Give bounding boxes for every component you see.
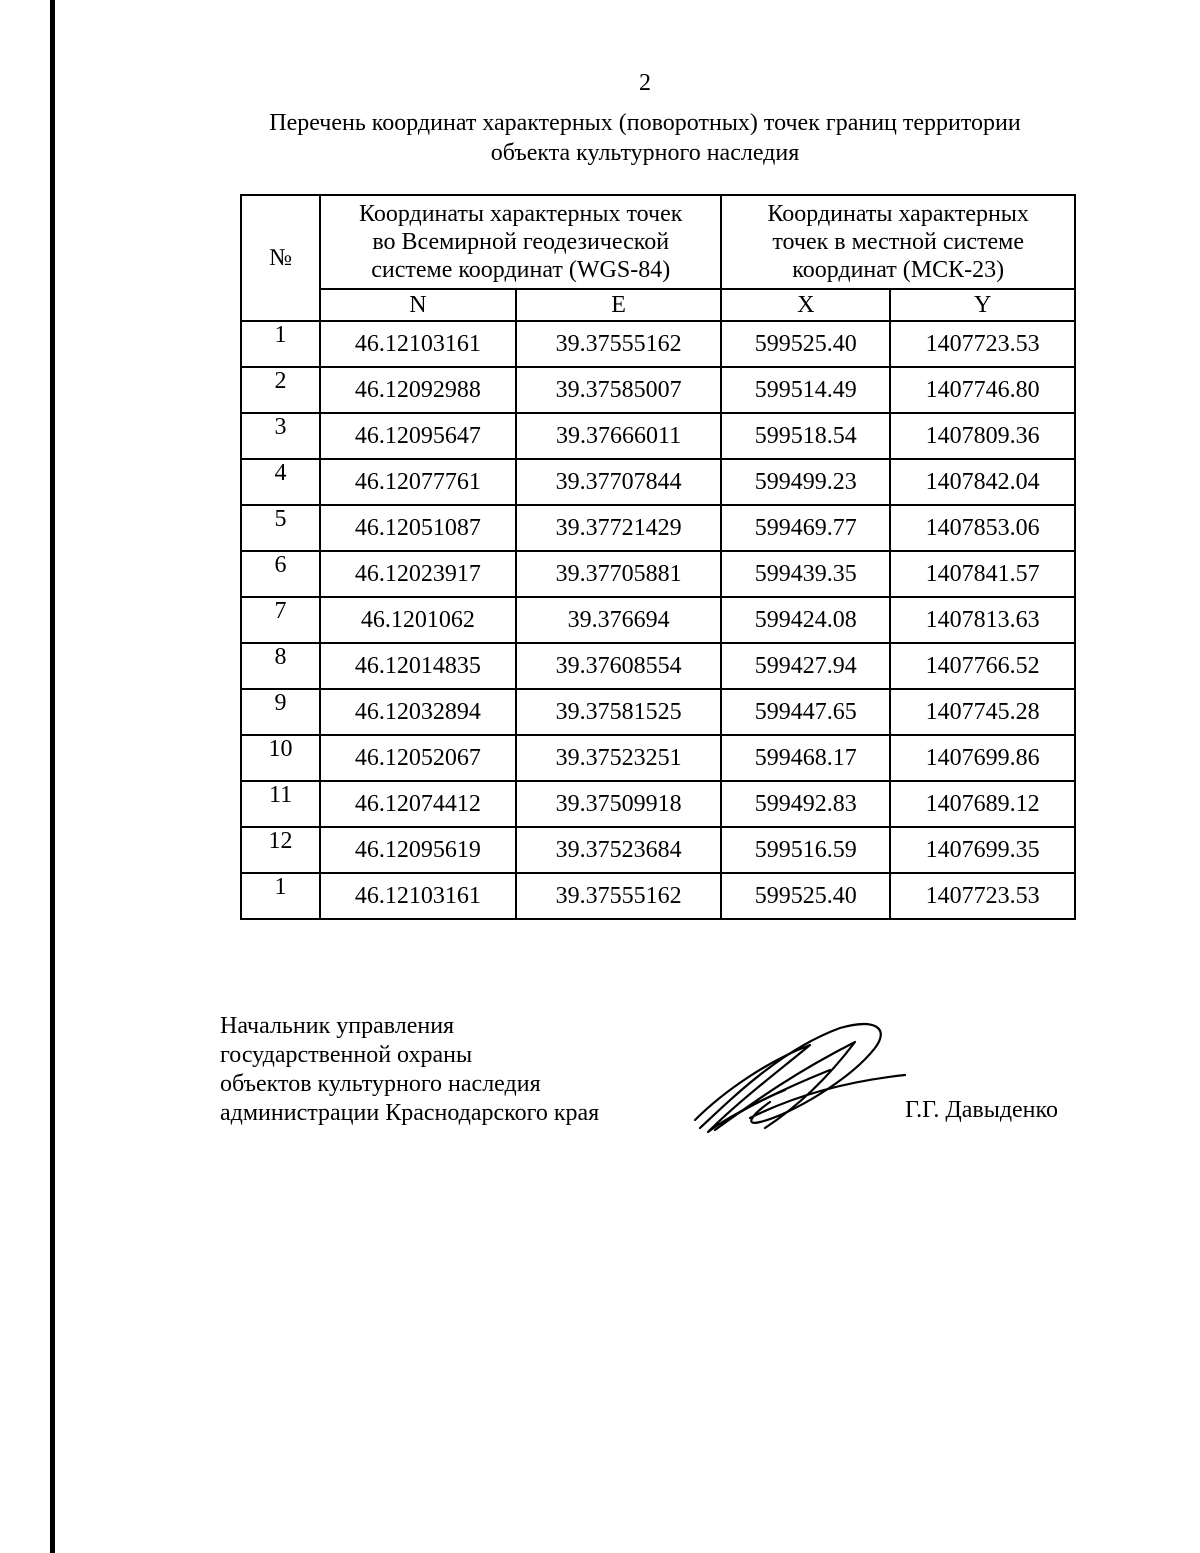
column-header-number: № [241, 195, 320, 321]
longitude-cell: 39.376694 [516, 597, 722, 643]
x-coordinate-cell: 599516.59 [721, 827, 890, 873]
y-coordinate-cell: 1407723.53 [890, 873, 1075, 919]
longitude-cell: 39.37707844 [516, 459, 722, 505]
document-title-line: Перечень координат характерных (поворотных) точек границ территории [269, 110, 1021, 136]
signer-position-line: Начальник управления [220, 1013, 455, 1039]
table-row [241, 413, 1075, 459]
handwritten-signature [690, 1020, 920, 1140]
table-row [241, 597, 1075, 643]
longitude-cell: 39.37585007 [516, 367, 722, 413]
x-coordinate-cell: 599518.54 [721, 413, 890, 459]
latitude-cell: 46.12052067 [320, 735, 516, 781]
latitude-cell: 46.12014835 [320, 643, 516, 689]
table-row [241, 321, 1075, 367]
point-number-cell: 12 [241, 827, 320, 873]
page-margin-rule [50, 0, 55, 1553]
longitude-cell: 39.37555162 [516, 321, 722, 367]
x-coordinate-cell: 599499.23 [721, 459, 890, 505]
table-row [241, 505, 1075, 551]
point-number-cell: 7 [241, 597, 320, 643]
point-number-cell: 6 [241, 551, 320, 597]
column-header-y: Y [890, 289, 1075, 321]
longitude-cell: 39.37523251 [516, 735, 722, 781]
point-number-cell: 3 [241, 413, 320, 459]
y-coordinate-cell: 1407699.86 [890, 735, 1075, 781]
table-row [241, 735, 1075, 781]
y-coordinate-cell: 1407766.52 [890, 643, 1075, 689]
x-coordinate-cell: 599427.94 [721, 643, 890, 689]
point-number-cell: 4 [241, 459, 320, 505]
y-coordinate-cell: 1407689.12 [890, 781, 1075, 827]
coordinates-table [240, 194, 1076, 920]
y-coordinate-cell: 1407813.63 [890, 597, 1075, 643]
x-coordinate-cell: 599468.17 [721, 735, 890, 781]
longitude-cell: 39.37705881 [516, 551, 722, 597]
point-number-cell: 9 [241, 689, 320, 735]
column-header-e: E [516, 289, 722, 321]
y-coordinate-cell: 1407809.36 [890, 413, 1075, 459]
latitude-cell: 46.12095619 [320, 827, 516, 873]
table-row [241, 551, 1075, 597]
point-number-cell: 2 [241, 367, 320, 413]
column-header-n: N [320, 289, 516, 321]
point-number-cell: 5 [241, 505, 320, 551]
point-number-cell: 11 [241, 781, 320, 827]
signer-name: Г.Г. Давыденко [905, 1097, 1058, 1123]
longitude-cell: 39.37666011 [516, 413, 722, 459]
latitude-cell: 46.12103161 [320, 873, 516, 919]
latitude-cell: 46.1201062 [320, 597, 516, 643]
x-coordinate-cell: 599525.40 [721, 321, 890, 367]
longitude-cell: 39.37523684 [516, 827, 722, 873]
signer-position-line: объектов культурного наследия [220, 1071, 541, 1097]
column-group-header-msk23 [721, 195, 1075, 289]
y-coordinate-cell: 1407723.53 [890, 321, 1075, 367]
page-number: 2 [639, 70, 651, 96]
longitude-cell: 39.37555162 [516, 873, 722, 919]
table-row [241, 367, 1075, 413]
table-row [241, 873, 1075, 919]
latitude-cell: 46.12032894 [320, 689, 516, 735]
signer-position [220, 1012, 599, 1128]
longitude-cell: 39.37608554 [516, 643, 722, 689]
header-line: системе координат (WGS-84) [371, 257, 671, 283]
latitude-cell: 46.12092988 [320, 367, 516, 413]
signer-position-line: государственной охраны [220, 1042, 473, 1068]
longitude-cell: 39.37581525 [516, 689, 722, 735]
longitude-cell: 39.37721429 [516, 505, 722, 551]
table-row [241, 781, 1075, 827]
table-row [241, 689, 1075, 735]
x-coordinate-cell: 599525.40 [721, 873, 890, 919]
longitude-cell: 39.37509918 [516, 781, 722, 827]
point-number-cell: 1 [241, 873, 320, 919]
signer-position-line: администрации Краснодарского края [220, 1100, 600, 1126]
latitude-cell: 46.12074412 [320, 781, 516, 827]
x-coordinate-cell: 599439.35 [721, 551, 890, 597]
header-line: точек в местной системе [772, 229, 1025, 255]
column-group-header-wgs84 [320, 195, 721, 289]
x-coordinate-cell: 599492.83 [721, 781, 890, 827]
y-coordinate-cell: 1407842.04 [890, 459, 1075, 505]
document-title-line: объекта культурного наследия [490, 140, 800, 166]
table-row [241, 459, 1075, 505]
table-row [241, 827, 1075, 873]
y-coordinate-cell: 1407699.35 [890, 827, 1075, 873]
y-coordinate-cell: 1407841.57 [890, 551, 1075, 597]
table-row [241, 643, 1075, 689]
latitude-cell: 46.12077761 [320, 459, 516, 505]
x-coordinate-cell: 599447.65 [721, 689, 890, 735]
y-coordinate-cell: 1407746.80 [890, 367, 1075, 413]
y-coordinate-cell: 1407745.28 [890, 689, 1075, 735]
latitude-cell: 46.12095647 [320, 413, 516, 459]
document-title [230, 108, 1060, 168]
point-number-cell: 1 [241, 321, 320, 367]
x-coordinate-cell: 599424.08 [721, 597, 890, 643]
point-number-cell: 10 [241, 735, 320, 781]
latitude-cell: 46.12103161 [320, 321, 516, 367]
header-line: координат (МСК-23) [792, 257, 1005, 283]
header-line: Координаты характерных [767, 201, 1029, 227]
header-line: во Всемирной геодезической [372, 229, 670, 255]
x-coordinate-cell: 599514.49 [721, 367, 890, 413]
column-header-x: X [721, 289, 890, 321]
latitude-cell: 46.12023917 [320, 551, 516, 597]
header-line: Координаты характерных точек [359, 201, 683, 227]
y-coordinate-cell: 1407853.06 [890, 505, 1075, 551]
x-coordinate-cell: 599469.77 [721, 505, 890, 551]
latitude-cell: 46.12051087 [320, 505, 516, 551]
point-number-cell: 8 [241, 643, 320, 689]
